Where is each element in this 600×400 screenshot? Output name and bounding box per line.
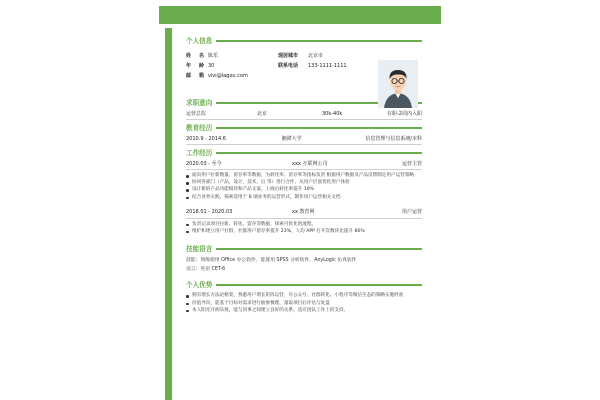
resume-content xyxy=(186,36,422,315)
city-label: 现居城市 xyxy=(278,52,299,59)
phone-label: 联系电话 xyxy=(278,62,299,69)
avatar xyxy=(378,60,418,108)
bullet-icon xyxy=(186,195,190,201)
work-entry-header xyxy=(186,160,422,168)
section-education xyxy=(186,123,422,133)
skill-line: 技能：熟练使用 Office 办公软件，能使用 SPSS 分析软件，AnyLogic 仿真软件 xyxy=(186,258,357,264)
section-divider xyxy=(216,127,422,129)
section-title-intention: 求职意向 xyxy=(186,98,213,107)
work-role: 运营主管 xyxy=(401,160,422,167)
section-divider xyxy=(216,248,422,250)
row-underline xyxy=(186,218,422,219)
intention-row xyxy=(186,110,422,118)
bullet-text: 面向用户拉新数量、留存率等数据，为转化率、留存率等指标负责 根据用户数据及产品反馈制定用户运营策略 xyxy=(192,173,414,178)
section-title-skills: 技能语言 xyxy=(186,244,213,253)
section-divider xyxy=(216,152,422,154)
section-title-advantages: 个人优势 xyxy=(186,280,213,289)
list-item xyxy=(186,222,422,228)
work-role: 用户运营 xyxy=(401,209,422,216)
bullet-icon xyxy=(186,229,190,235)
list-item xyxy=(186,293,422,299)
section-title-education: 教育经历 xyxy=(186,123,213,132)
phone-value: 133-1111-1111 xyxy=(308,62,347,69)
work-company: xx 教育网 xyxy=(291,209,315,216)
language-line: 语言：英语 CET-6 xyxy=(186,267,226,273)
age-label: 年 龄 xyxy=(186,62,206,69)
bullet-text: 负责记录项目拉新、转化、留存等数据，探索可优化的流程。 xyxy=(192,221,317,227)
bullet-icon xyxy=(186,222,190,228)
list-item xyxy=(186,173,422,179)
section-advantages xyxy=(186,280,422,290)
avatar-illustration xyxy=(378,60,418,108)
list-item xyxy=(186,180,422,186)
work-period: 2020.03 - 至今 xyxy=(186,160,222,167)
list-item xyxy=(186,308,422,314)
bullet-text: 价值导向，能基于目标对需求进行抽象梳理，量取项目后评估与复盘 xyxy=(192,300,330,306)
section-title-work: 工作经历 xyxy=(186,148,213,157)
bullet-icon xyxy=(186,180,190,186)
list-item xyxy=(186,301,422,307)
bullet-text: 维护和建立用户社群，社群用户留存率提升 23%，人均 APP 打开次数环比提升 86% xyxy=(192,228,365,234)
personal-info xyxy=(186,46,422,98)
age-value: 30 xyxy=(208,62,215,69)
work-entry-header xyxy=(186,209,422,217)
bullet-text: 拥有增长方法论框架，熟悉用户增长矩阵运营，有公众号、社群转化、小程序等微信生态的策略实施经验 xyxy=(192,293,404,299)
intention-salary: 30k-40k xyxy=(322,110,343,117)
education-school: 湘潭大学 xyxy=(281,135,302,142)
bullet-icon xyxy=(186,308,190,314)
name-label: 姓 名 xyxy=(186,52,206,59)
section-divider xyxy=(216,284,422,286)
row-underline xyxy=(186,119,422,120)
email-value: vivi@lagou.com xyxy=(208,72,248,79)
intention-location: 北京 xyxy=(257,110,268,117)
intention-status: 在职-2周内入职 xyxy=(387,110,422,117)
section-work xyxy=(186,148,422,158)
bullet-icon xyxy=(186,187,190,193)
education-major: 信息管理与信息系统/本科 xyxy=(365,135,422,142)
city-value: 北京市 xyxy=(308,52,324,59)
section-divider xyxy=(216,40,422,42)
list-item xyxy=(186,195,422,201)
work-company: xxx 互联网公司 xyxy=(291,160,328,167)
section-title-personal: 个人信息 xyxy=(186,36,213,45)
row-underline xyxy=(186,169,422,170)
education-row xyxy=(186,135,422,143)
work-entry-1 xyxy=(186,160,422,201)
bullet-text: 本人阳光开朗乐观，能与同事之间建立良好的关系，适应团队工作上的支持。 xyxy=(192,307,349,313)
education-period: 2010.9 - 2014.6 xyxy=(186,135,226,142)
list-item xyxy=(186,187,422,193)
work-period: 2018.01 - 2020.03 xyxy=(186,209,233,216)
section-skills xyxy=(186,244,422,254)
email-label: 邮 箱 xyxy=(186,72,206,79)
list-item xyxy=(186,229,422,235)
intention-job: 运营总监 xyxy=(186,110,207,117)
header-banner xyxy=(159,6,441,24)
bullet-icon xyxy=(186,293,190,299)
bullet-text: 结合业务实践，探索适用于 B 端业务的运营形式，制作用户运营相关文档 xyxy=(192,194,341,200)
bullet-text: 设计新的产品功能模块和产品文案，上线后转化率提升 10% xyxy=(192,187,314,193)
bullet-icon xyxy=(186,173,190,179)
bullet-text: 协同各部门（产品，设计，技术，后 等）进行合作，从用户层面优化用户体验 xyxy=(192,180,350,186)
name-value: 陈乐 xyxy=(208,52,219,59)
work-entry-2 xyxy=(186,209,422,235)
side-accent-bar xyxy=(165,28,172,400)
bullet-icon xyxy=(186,301,190,307)
section-personal xyxy=(186,36,422,46)
row-underline xyxy=(186,144,422,145)
